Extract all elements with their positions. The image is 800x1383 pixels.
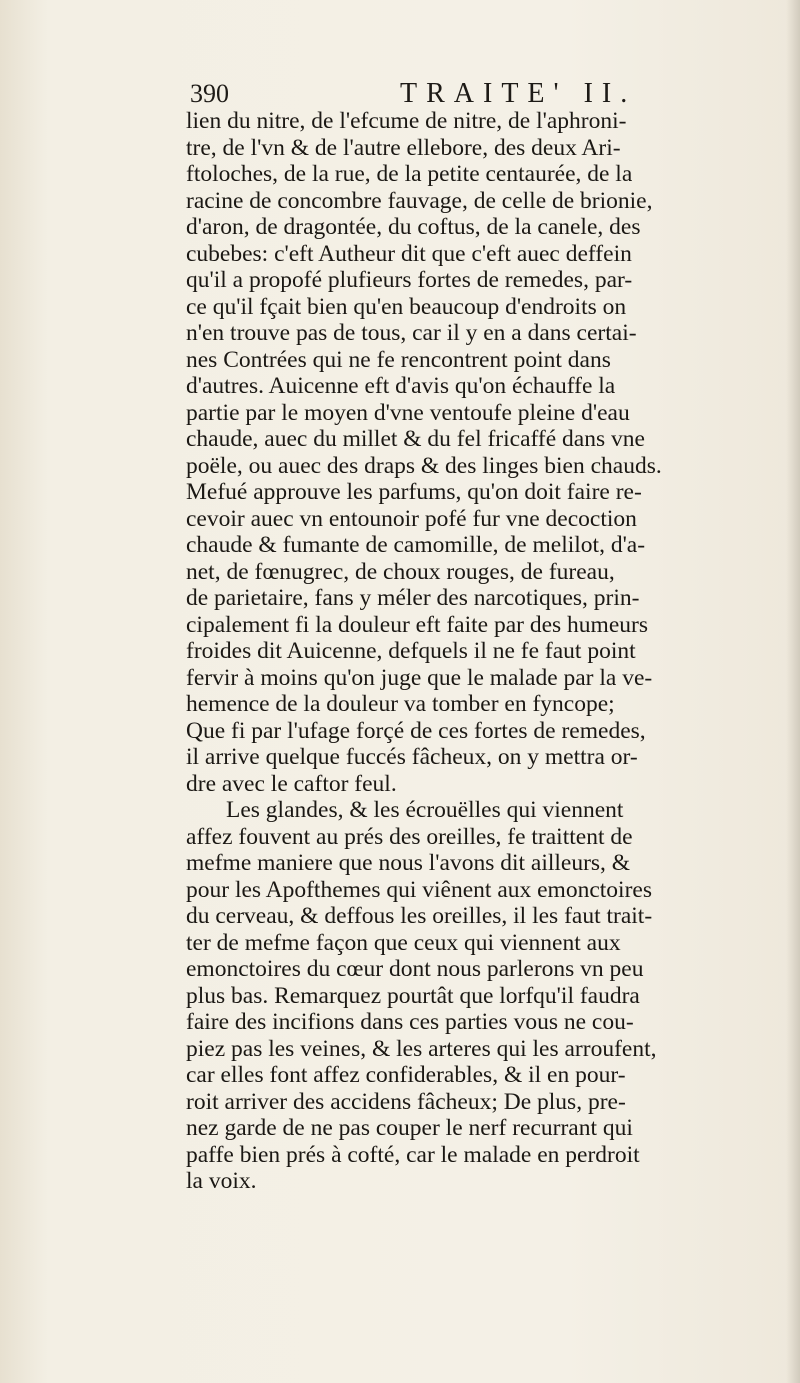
text-line: mefme maniere que nous l'avons dit ailleurs, & [186,850,631,876]
text-line: dre avec le caftor feul. [186,770,397,797]
text-line: ftoloches, de la rue, de la petite centaurée, de la [186,161,633,187]
text-line: cipalement fi la douleur eft faite par des humeurs [186,611,648,638]
text-line: roit arriver des accidens fâcheux; De plus, pre- [186,1088,626,1115]
text-line: Que fi par l'ufage forçé de ces fortes de remedes, [186,717,646,744]
text-line: d'autres. Auicenne eft d'avis qu'on échauffe la [186,373,616,399]
text-line: net, de fœnugrec, de choux rouges, de fureau, [186,558,615,585]
text-line: la voix. [186,1168,257,1194]
text-line: qu'il a propofé plufieurs fortes de remedes, par- [186,267,633,293]
text-line: ce qu'il fçait bien qu'en beaucoup d'endroits on [186,293,627,320]
text-line: affez fouvent au prés des oreilles, fe traittent de [186,823,633,850]
text-line: du cerveau, & deffous les oreilles, il les faut trait- [186,903,653,929]
text-line: hemence de la douleur va tomber en fyncope; [186,691,615,717]
text-line: emonctoires du cœur dont nous parlerons vn peu [186,956,644,982]
text-line: n'en trouve pas de tous, car il y en a dans certai- [186,320,637,346]
running-title: TRAITE' II. [400,78,637,109]
text-line: fervir à moins qu'on juge que le malade par la ve- [186,664,653,691]
body-text [186,108,794,1195]
text-line: de parietaire, fans y méler des narcotiques, prin- [186,585,640,611]
text-line: froides dit Auicenne, defquels il ne fe faut point [186,638,636,664]
page-number: 390 [190,79,229,108]
text-line: partie par le moyen d'vne ventoufe pleine d'eau [186,399,630,426]
text-line: piez pas les veines, & les arteres qui les arroufent, [186,1035,657,1062]
text-line: cubebes: c'eft Autheur dit que c'eft auec deffein [186,240,632,267]
text-line: cevoir auec vn entounoir pofé fur vne decoction [186,505,637,532]
text-line: il arrive quelque fuccés fâcheux, on y mettra or- [186,744,638,770]
text-line: Les glandes, & les écrouëlles qui viennent [226,797,624,823]
running-head [190,76,790,112]
text-line: lien du nitre, de l'efcume de nitre, de l'aphroni- [186,108,627,134]
text-line: pour les Apofthemes qui viênent aux emonctoires [186,876,652,903]
text-line: nez garde de ne pas couper le nerf recurrant qui [186,1115,633,1141]
text-line: d'aron, de dragontée, du coftus, de la canele, des [186,214,641,240]
text-line: faire des incifions dans ces parties vous ne cou- [186,1009,634,1035]
text-line: paffe bien prés à cofté, car le malade en perdroit [186,1141,640,1168]
text-line: plus bas. Remarquez pourtât que lorfqu'il faudra [186,982,640,1009]
text-line: poële, ou auec des draps & des linges bien chauds. [186,452,662,479]
text-line: tre, de l'vn & de l'autre ellebore, des deux Ari- [186,134,621,161]
text-line: ter de mefme façon que ceux qui viennent aux [186,929,621,956]
text-line: Mefué approuve les parfums, qu'on doit faire re- [186,479,642,505]
text-line: chaude, auec du millet & du fel fricaffé dans vne [186,426,645,452]
text-line: racine de concombre fauvage, de celle de brionie, [186,187,653,214]
text-line: chaude & fumante de camomille, de melilot, d'a- [186,532,646,558]
text-line: nes Contrées qui ne fe rencontrent point dans [186,346,611,373]
text-line: car elles font affez confiderables, & il en pour- [186,1062,626,1088]
